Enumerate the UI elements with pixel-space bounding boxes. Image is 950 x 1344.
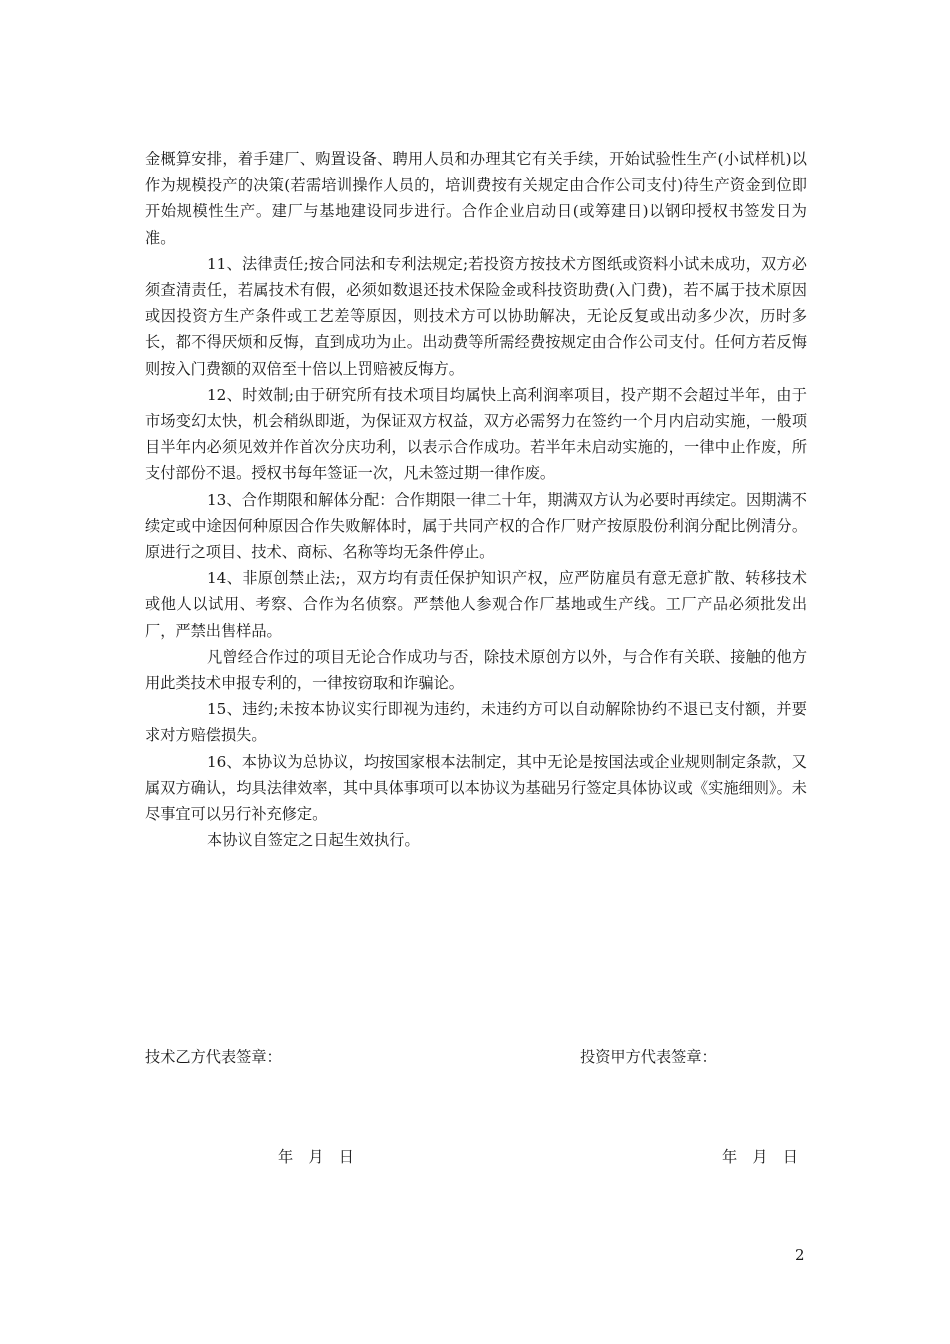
- clause-15-breach: 15、违约;未按本协议实行即视为违约，未违约方可以自动解除协约不退已支付额，并要求对方赔偿损失。: [145, 700, 807, 745]
- clause-11-legal-liability: 11、法律责任;按合同法和专利法规定;若投资方按技术方图纸或资料小试未成功，双方必须查清责任，若属技术有假，必须如数退还技术保险金或科技资助费(入门费)，若不属于技术原因或因投资方生产条件或工艺差等原因，则技术方可以协助解决，无论反复或出动多少次，历时多长，都不得厌烦和反悔，直到成功为止。出动费等所需经费按规定由合作公司支付。任何方若反悔则按入门费额的双倍至十倍以上罚赔被反悔方。: [145, 254, 807, 378]
- party-a-signature-label: 投资甲方代表签章：: [580, 1048, 717, 1066]
- clause-14-supplement: 凡曾经合作过的项目无论合作成功与否，除技术原创方以外，与合作有关联、接触的他方用此类技术申报专利的，一律按窃取和诈骗论。: [145, 647, 807, 693]
- agreement-body: [145, 146, 807, 853]
- party-a-signature-date: 年 月 日: [722, 1148, 798, 1166]
- clause-12-time-limit: 12、时效制;由于研究所有技术项目均属快上高利润率项目，投产期不会超过半年，由于市场变幻太快，机会稍纵即逝，为保证双方权益，双方必需努力在签约一个月内启动实施，一般项目半年内必须见效并作首次分庆功利，以表示合作成功。若半年未启动实施的，一律中止作废，所支付部份不退。授权书每年签证一次，凡未签过期一律作废。: [145, 385, 807, 483]
- clause-13-cooperation-term: 13、合作期限和解体分配：合作期限一律二十年，期满双方认为必要时再续定。因期满不续定或中途因何种原因合作失败解体时，属于共同产权的合作厂财产按原股份利润分配比例清分。原进行之项目、技术、商标、名称等均无条件停止。: [145, 490, 807, 562]
- clause-16-general-agreement: 16、本协议为总协议，均按国家根本法制定，其中无论是按国法或企业规则制定条款，又属双方确认，均具法律效率，其中具体事项可以本协议为基础另行签定具体协议或《实施细则》。未尽事宜可以另行补充修定。: [145, 752, 807, 824]
- paragraph-continuation: 金概算安排，着手建厂、购置设备、聘用人员和办理其它有关手续，开始试验性生产(小试样机)以作为规模投产的决策(若需培训操作人员的，培训费按有关规定由合作公司支付)待生产资金到位即开始规模性生产。建厂与基地建设同步进行。合作企业启动日(或筹建日)以钢印授权书签发日为准。: [145, 150, 807, 247]
- party-b-signature-date: 年 月 日: [278, 1148, 354, 1166]
- party-b-signature-label: 技术乙方代表签章：: [145, 1048, 282, 1066]
- clause-14-non-original-prohibition: 14、非原创禁止法;，双方均有责任保护知识产权，应严防雇员有意无意扩散、转移技术或他人以试用、考察、合作为名侦察。严禁他人参观合作厂基地或生产线。工厂产品必须批发出厂，严禁出售样品。: [145, 569, 807, 640]
- page-number: 2: [795, 1246, 805, 1264]
- effective-statement: 本协议自签定之日起生效执行。: [207, 831, 420, 850]
